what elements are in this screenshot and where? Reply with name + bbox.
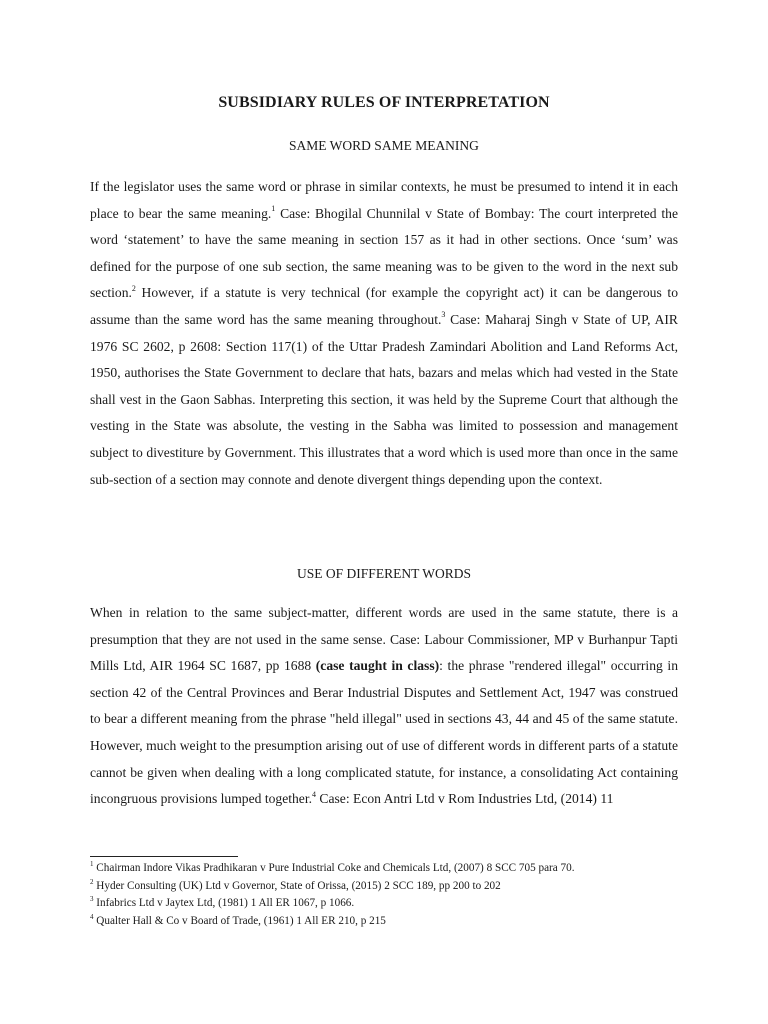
- paragraph-same-word: [90, 174, 678, 493]
- footnote-number: 2: [90, 877, 94, 886]
- text-run: If the legislator uses the same word or phrase in similar contexts, he must be presumed to intend it in each place to bear the same meaning.: [90, 179, 678, 221]
- text-run: Case: Bhogilal Chunnilal v State of Bombay: The court interpreted the word ‘statement’ to have the same meaning in section 157 as it had in other sections. Once ‘sum’ was defined for the purpose of one sub section, the same meaning was to be given to the word in the next sub section.: [90, 205, 678, 301]
- document-title: SUBSIDIARY RULES OF INTERPRETATION: [218, 94, 550, 111]
- paragraph-different-words: [90, 600, 678, 813]
- footnote-text: Hyder Consulting (UK) Ltd v Governor, State of Orissa, (2015) 2 SCC 189, pp 200 to 202: [93, 879, 501, 892]
- footnote-4: [90, 913, 678, 931]
- footnote-2: [90, 878, 678, 896]
- footnotes: [90, 860, 678, 930]
- document-page: [90, 0, 678, 1024]
- section-heading-same-word: SAME WORD SAME MEANING: [289, 138, 479, 153]
- footnote-1: [90, 860, 678, 878]
- footnote-ref-2[interactable]: 2: [131, 283, 136, 293]
- footnote-number: 3: [90, 895, 94, 904]
- text-run: Case: Maharaj Singh v State of UP, AIR 1976 SC 2602, p 2608: Section 117(1) of the Uttar Pradesh Zamindari Abolition and Land Reforms Act, 1950, authorises the State Government to declare that hats, bazars and melas which had vested in the State shall vest in the Gaon Sabhas. Interpreting this section, it was held by the Supreme Court that although the vesting in the State was absolute, the vesting in the Sabha was limited to possession and management subject to divestiture by Government. This illustrates that a word which is used more than once in the same sub-section of a section may connote and denote divergent things depending upon the context.: [90, 311, 678, 487]
- text-run: Case: Econ Antri Ltd v Rom Industries Ltd, (2014) 11: [316, 791, 614, 807]
- footnote-ref-4[interactable]: 4: [312, 789, 317, 799]
- footnote-text: Qualter Hall & Co v Board of Trade, (1961) 1 All ER 210, p 215: [93, 914, 386, 927]
- footnote-ref-3[interactable]: 3: [441, 310, 446, 320]
- footnote-separator: [90, 856, 238, 857]
- footnote-ref-1[interactable]: 1: [271, 204, 276, 214]
- footnote-number: 4: [90, 912, 94, 921]
- footnote-text: Infabrics Ltd v Jaytex Ltd, (1981) 1 All ER 1067, p 1066.: [93, 897, 355, 909]
- footnote-3: [90, 895, 678, 913]
- footnote-text: Chairman Indore Vikas Pradhikaran v Pure Industrial Coke and Chemicals Ltd, (2007) 8 SCC 705 para 70.: [93, 862, 575, 874]
- text-run: : the phrase "rendered illegal" occurring in section 42 of the Central Provinces and Berar Industrial Disputes and Settlement Act, 1947 was construed to bear a different meaning from the phrase "held illegal" used in sections 43, 44 and 45 of the same statute. However, much weight to the presumption arising out of use of different words in different parts of a statute cannot be given when dealing with a long complicated statute, for instance, a consolidating Act containing incongruous provisions lumped together.: [90, 658, 678, 807]
- text-run: When in relation to the same subject-matter, different words are used in the same statute, there is a presumption that they are not used in the same sense. Case: Labour Commissioner, MP v Burhanpur Tapti Mills Ltd, AIR 1964 SC 1687, pp 1688: [90, 605, 678, 674]
- footnote-number: 1: [90, 860, 94, 869]
- text-run: However, if a statute is very technical (for example the copyright act) it can be dangerous to assume than the same word has the same meaning throughout.: [90, 285, 678, 327]
- bold-note: (case taught in class): [315, 658, 440, 674]
- section-heading-different-words: USE OF DIFFERENT WORDS: [297, 566, 471, 581]
